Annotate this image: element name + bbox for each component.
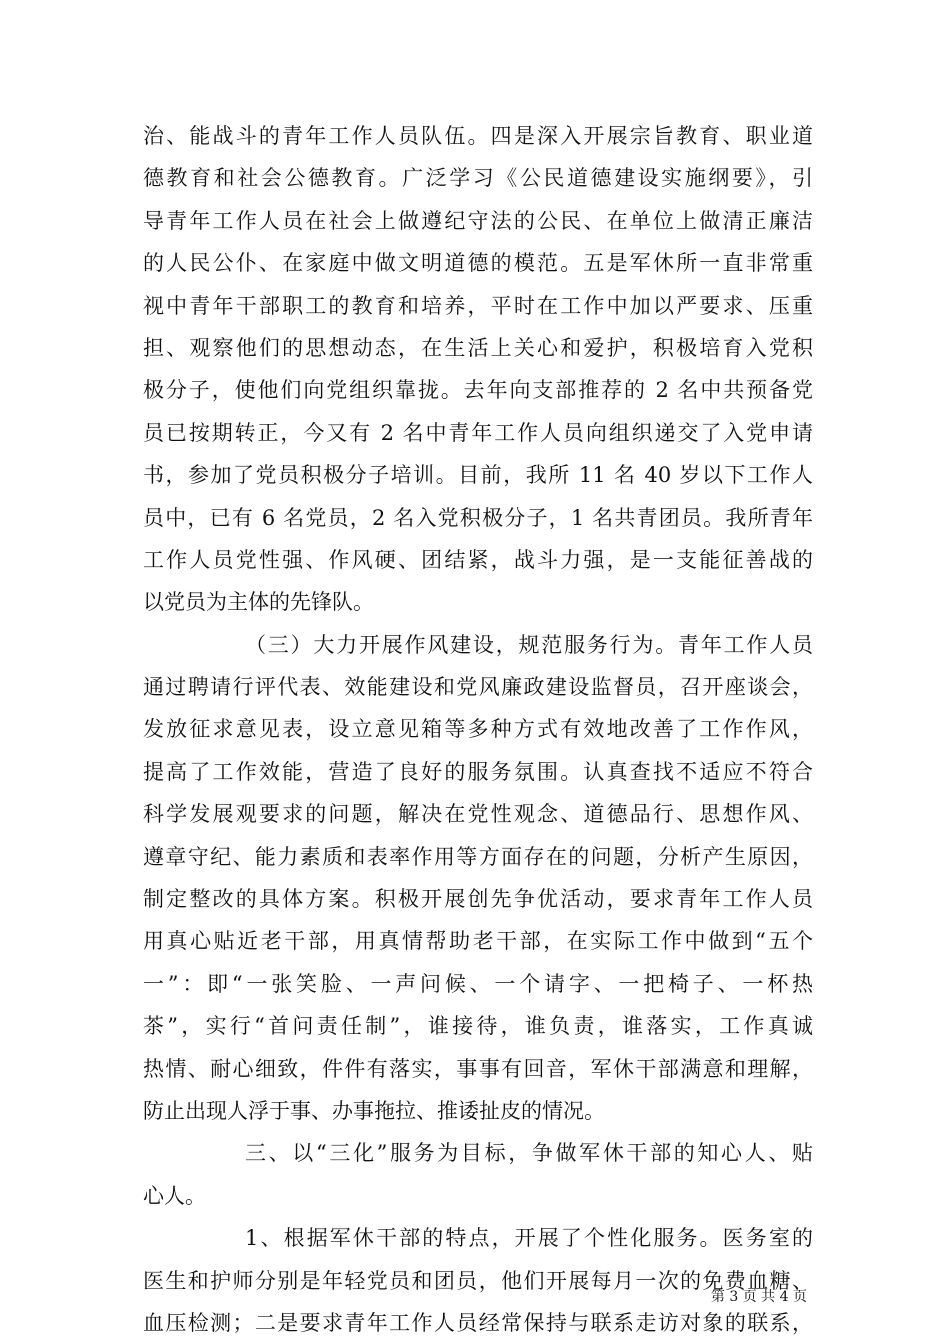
text-line: 用真心贴近老干部，用真情帮助老干部，在实际工作中做到“五个 bbox=[143, 929, 813, 954]
text-line: 书，参加了党员积极分子培训。目前，我所 11 名 40 岁以下工作人 bbox=[143, 463, 813, 488]
text-line: 一”：即“一张笑脸、一声问候、一个请字、一把椅子、一杯热 bbox=[143, 971, 813, 996]
text-line: 视中青年干部职工的教育和培养，平时在工作中加以严要求、压重 bbox=[143, 293, 813, 318]
text-line: 治、能战斗的青年工作人员队伍。四是深入开展宗旨教育、职业道 bbox=[143, 124, 813, 148]
text-line: 以党员为主体的先锋队。 bbox=[143, 590, 374, 615]
section-heading-line: 三、以“三化”服务为目标，争做军休干部的知心人、贴 bbox=[245, 1141, 813, 1166]
text-line: 发放征求意见表，设立意见箱等多种方式有效地改善了工作作风， bbox=[143, 717, 813, 742]
text-line: 员已按期转正，今又有 2 名中青年工作人员向组织递交了入党申请 bbox=[143, 420, 813, 445]
text-line: 德教育和社会公德教育。广泛学习《公民道德建设实施纲要》，引 bbox=[143, 166, 813, 191]
text-line: 医生和护师分别是年轻党员和团员，他们开展每月一次的免费血糖、 bbox=[143, 1268, 813, 1293]
text-line: 担、观察他们的思想动态，在生活上关心和爱护，积极培育入党积 bbox=[143, 335, 813, 360]
text-line: 员中，已有 6 名党员，2 名入党积极分子，1 名共青团员。我所青年 bbox=[143, 505, 813, 530]
text-line: 茶”，实行“首问责任制”，谁接待，谁负责，谁落实，工作真诚 bbox=[143, 1014, 813, 1039]
text-line: 通过聘请行评代表、效能建设和党风廉政建设监督员，召开座谈会， bbox=[143, 675, 813, 700]
text-line: 防止出现人浮于事、办事拖拉、推诿扯皮的情况。 bbox=[143, 1098, 605, 1123]
text-line: 制定整改的具体方案。积极开展创先争优活动，要求青年工作人员 bbox=[143, 887, 813, 912]
text-line: 工作人员党性强、作风硬、团结紧，战斗力强，是一支能征善战的 bbox=[143, 547, 813, 572]
text-line: 的人民公仆、在家庭中做文明道德的模范。五是军休所一直非常重 bbox=[143, 251, 813, 276]
text-line: 科学发展观要求的问题，解决在党性观念、道德品行、思想作风、 bbox=[143, 802, 813, 827]
text-line: 热情、耐心细致，件件有落实，事事有回音，军休干部满意和理解， bbox=[143, 1056, 813, 1081]
text-line: 遵章守纪、能力素质和表率作用等方面存在的问题，分析产生原因， bbox=[143, 844, 813, 869]
text-line: 心人。 bbox=[143, 1183, 206, 1208]
section-heading-line: （三）大力开展作风建设，规范服务行为。青年工作人员 bbox=[245, 632, 813, 657]
subsection-heading-line: 1、根据军休干部的特点，开展了个性化服务。医务室的 bbox=[245, 1226, 813, 1251]
text-line: 极分子，使他们向党组织靠拢。去年向支部推荐的 2 名中共预备党 bbox=[143, 378, 813, 403]
text-line: 血压检测；二是要求青年工作人员经常保持与联系走访对象的联系， bbox=[143, 1310, 813, 1335]
text-line: 提高了工作效能，营造了良好的服务氛围。认真查找不适应不符合 bbox=[143, 759, 813, 784]
page-number: 第 3 页 共 4 页 bbox=[710, 1289, 807, 1305]
body-text bbox=[143, 115, 813, 1344]
text-line: 导青年工作人员在社会上做遵纪守法的公民、在单位上做清正廉洁 bbox=[143, 208, 813, 233]
